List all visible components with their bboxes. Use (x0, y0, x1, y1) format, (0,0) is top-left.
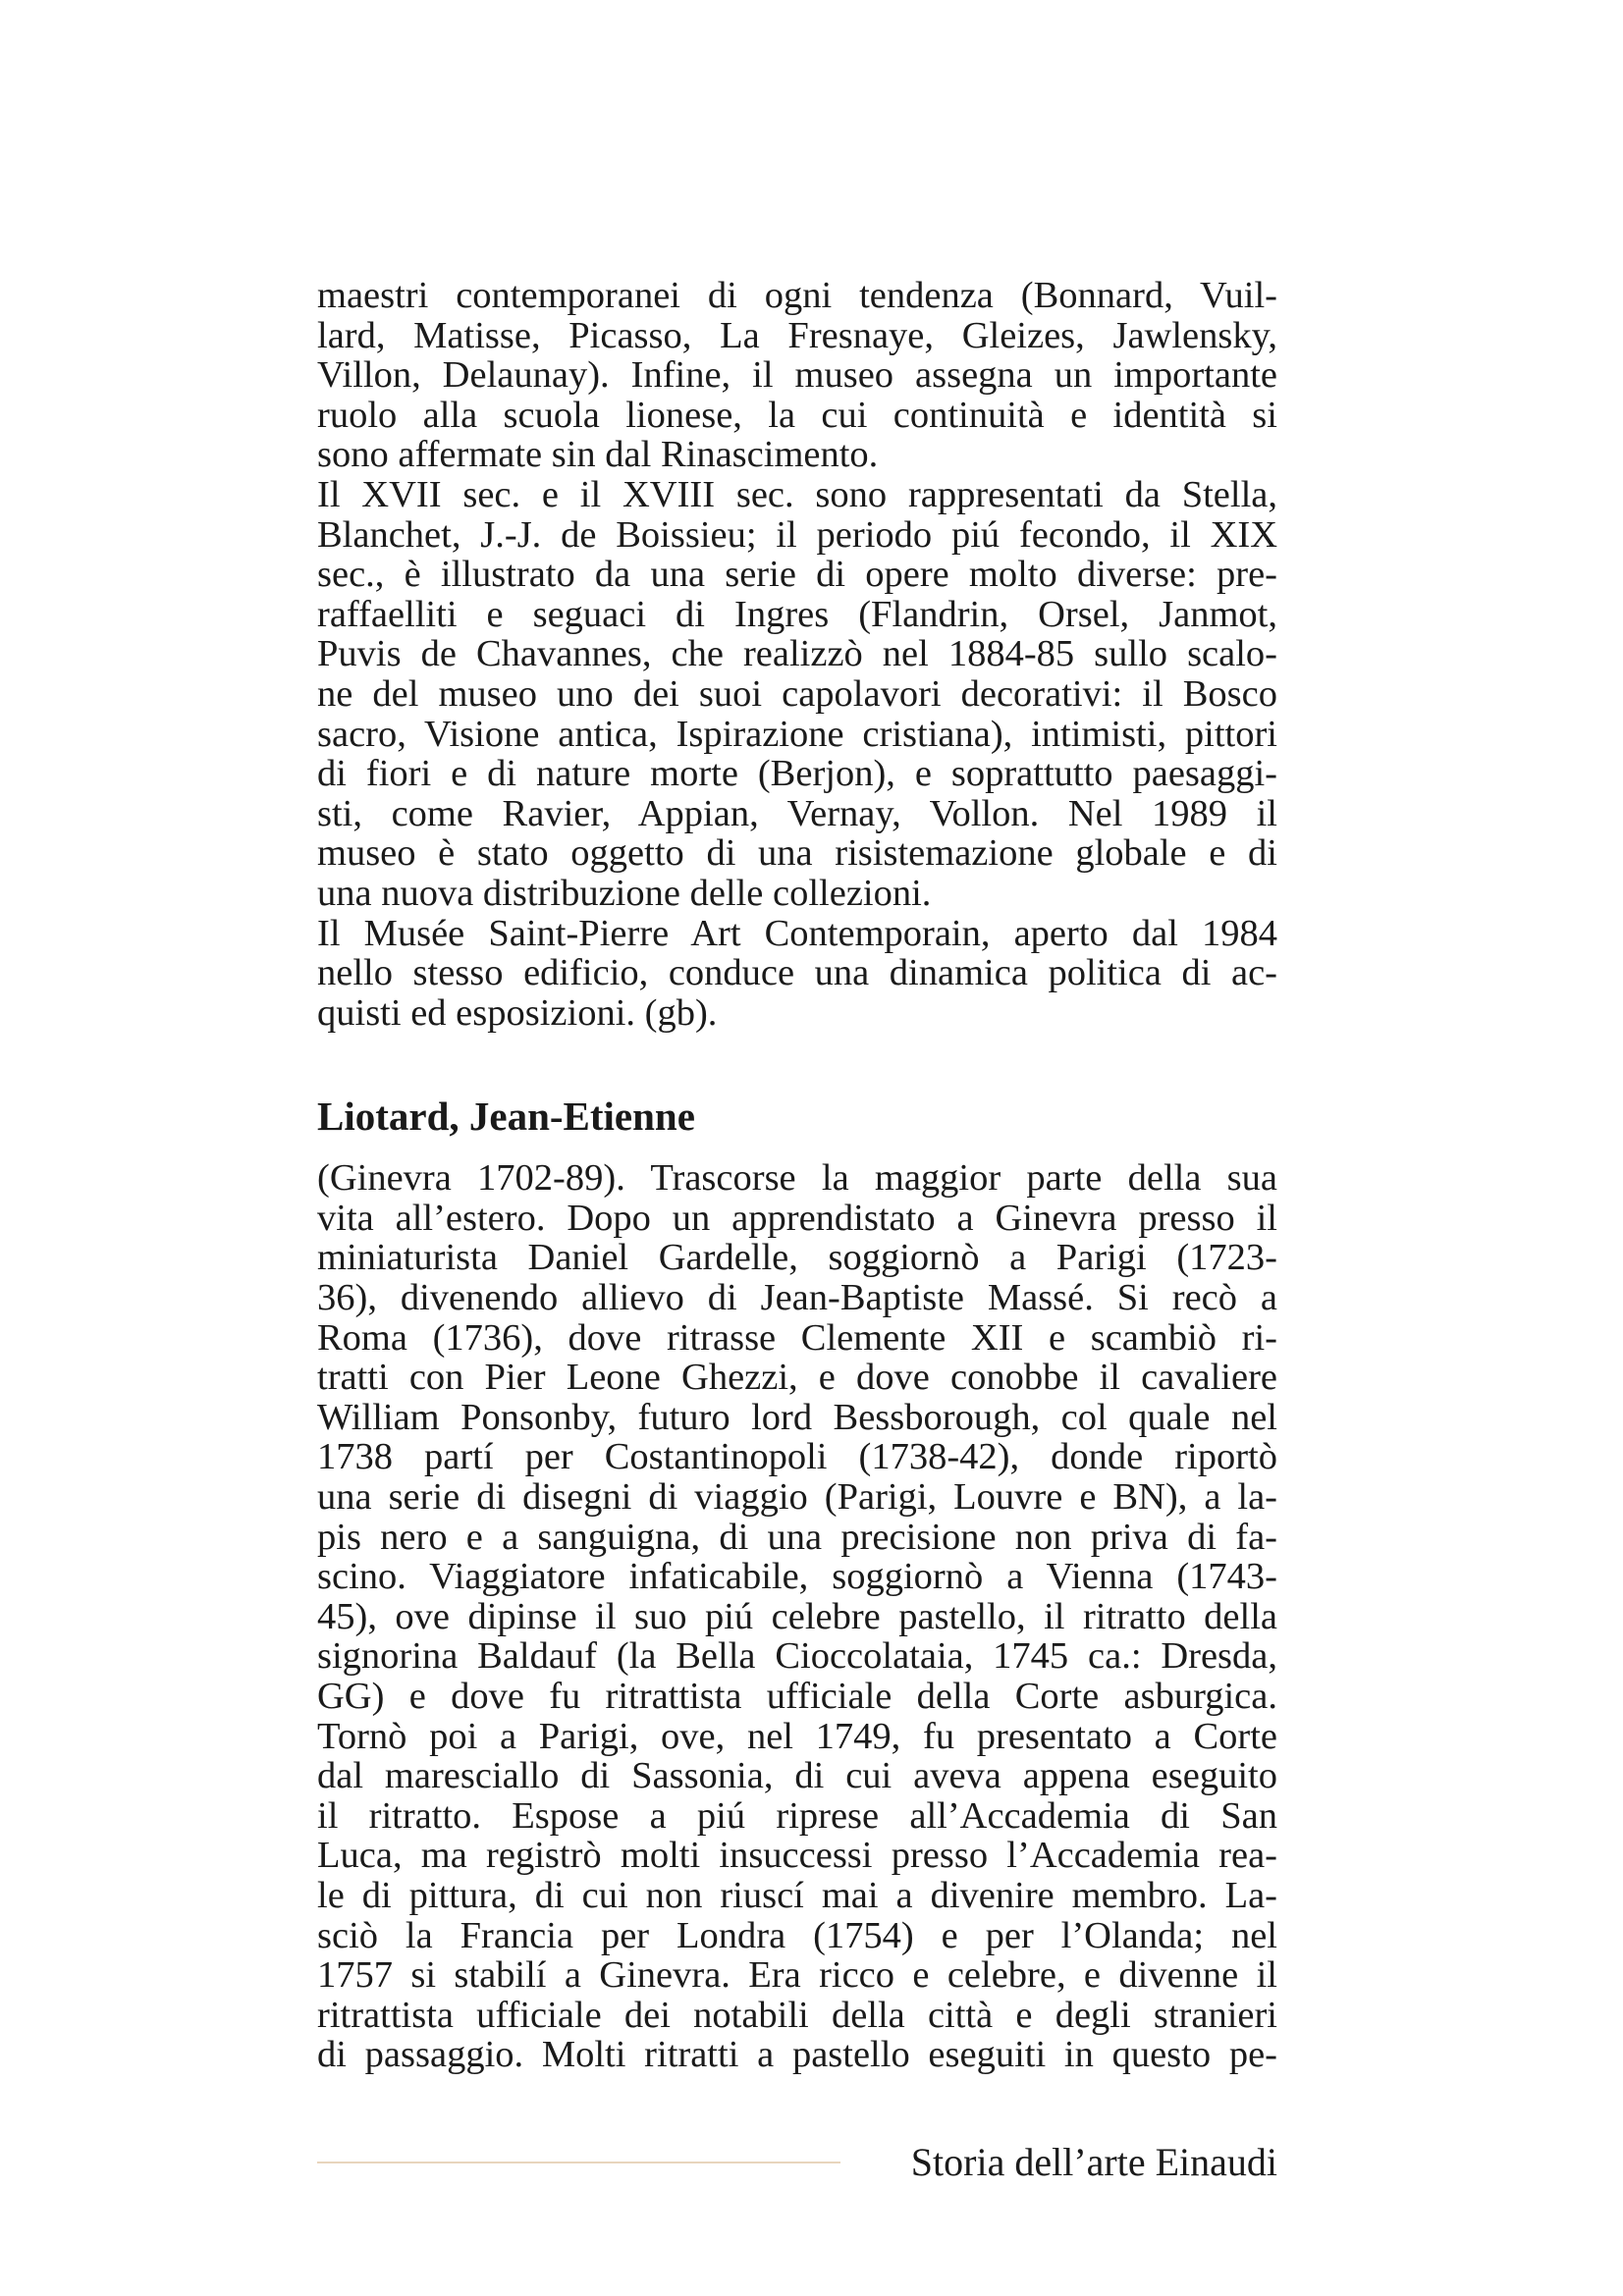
text-line: sono affermate sin dal Rinascimento. (317, 434, 879, 476)
text-line: 36), divenendo allievo di Jean-Baptiste Massé. Si recò a (317, 1277, 1277, 1319)
text-line: museo è stato oggetto di una risistemazione globale e di (317, 832, 1277, 875)
entry-heading: Liotard, Jean-Etienne (317, 1094, 695, 1140)
text-line: Luca, ma registrò molti insuccessi presso l’Accademia rea- (317, 1835, 1277, 1877)
text-line: di fiori e di nature morte (Berjon), e soprattutto paesaggi- (317, 753, 1277, 795)
text-line: sciò la Francia per Londra (1754) e per l’Olanda; nel (317, 1914, 1277, 1956)
text-line: una nuova distribuzione delle collezioni. (317, 872, 932, 914)
page-body (317, 276, 1277, 2075)
text-line: ritrattista ufficiale dei notabili della città e degli stranieri (317, 1994, 1277, 2036)
text-line: vita all’estero. Dopo un apprendistato a Ginevra presso il (317, 1197, 1277, 1239)
text-line: scino. Viaggiatore infaticabile, soggiornò a Vienna (1743- (317, 1556, 1277, 1598)
text-line: signorina Baldauf (la Bella Cioccolataia, 1745 ca.: Dresda, (317, 1635, 1277, 1678)
text-line: ruolo alla scuola lionese, la cui continuità e identità si (317, 394, 1277, 436)
text-line: dal maresciallo di Sassonia, di cui aveva appena eseguito (317, 1755, 1277, 1797)
text-line: Blanchet, J.-J. de Boissieu; il periodo piú fecondo, il XIX (317, 513, 1277, 556)
text-line: sacro, Visione antica, Ispirazione cristiana), intimisti, pittori (317, 713, 1277, 755)
text-line: di passaggio. Molti ritratti a pastello eseguiti in questo pe- (317, 2034, 1277, 2076)
text-line: quisti ed esposizioni. (gb). (317, 991, 718, 1034)
text-line: tratti con Pier Leone Ghezzi, e dove conobbe il cavaliere (317, 1357, 1277, 1399)
text-line: William Ponsonby, futuro lord Bessborough, col quale nel (317, 1396, 1277, 1438)
text-line: Tornò poi a Parigi, ove, nel 1749, fu presentato a Corte (317, 1715, 1277, 1757)
text-line: 1757 si stabilí a Ginevra. Era ricco e celebre, e divenne il (317, 1954, 1277, 1997)
text-line: una serie di disegni di viaggio (Parigi, Louvre e BN), a la- (317, 1476, 1277, 1519)
text-line: miniaturista Daniel Gardelle, soggiornò a Parigi (1723- (317, 1237, 1277, 1279)
text-line: le di pittura, di cui non riuscí mai a divenire membro. La- (317, 1874, 1277, 1916)
text-line: Villon, Delaunay). Infine, il museo assegna un importante (317, 354, 1277, 397)
text-line: GG) e dove fu ritrattista ufficiale della Corte asburgica. (317, 1676, 1277, 1717)
page-footer (317, 2138, 1277, 2187)
text-line: Puvis de Chavannes, che realizzò nel 1884-85 sullo scalo- (317, 633, 1277, 675)
text-line: Roma (1736), dove ritrasse Clemente XII e scambiò ri- (317, 1316, 1277, 1359)
text-line: (Ginevra 1702-89). Trascorse la maggior parte della sua (317, 1157, 1277, 1200)
text-line: ne del museo uno dei suoi capolavori decorativi: il Bosco (317, 672, 1277, 715)
text-line: lard, Matisse, Picasso, La Fresnaye, Gleizes, Jawlensky, (317, 314, 1277, 356)
entry-body (317, 1158, 1277, 2075)
paragraph-museum-centuries (317, 475, 1277, 914)
text-line: pis nero e a sanguigna, di una precisione non priva di fa- (317, 1516, 1277, 1558)
footer-title: Storia dell’arte Einaudi (910, 2140, 1277, 2184)
footer-rule (317, 2162, 840, 2163)
text-line: maestri contemporanei di ogni tendenza (Bonnard, Vuil- (317, 275, 1277, 316)
text-line: il ritratto. Espose a piú riprese all’Accademia di San (317, 1794, 1277, 1837)
paragraph-museum-modern (317, 276, 1277, 475)
text-line: raffaelliti e seguaci di Ingres (Flandrin, Orsel, Janmot, (317, 593, 1277, 635)
text-line: sti, come Ravier, Appian, Vernay, Vollon. Nel 1989 il (317, 792, 1277, 834)
text-line: Il XVII sec. e il XVIII sec. sono rappresentati da Stella, (317, 473, 1277, 515)
text-line: 1738 partí per Costantinopoli (1738-42), donde riportò (317, 1436, 1277, 1478)
text-line: 45), ove dipinse il suo piú celebre pastello, il ritratto della (317, 1595, 1277, 1637)
text-line: sec., è illustrato da una serie di opere molto diverse: pre- (317, 554, 1277, 596)
text-line: nello stesso edificio, conduce una dinamica politica di ac- (317, 952, 1277, 994)
text-line: Il Musée Saint-Pierre Art Contemporain, aperto dal 1984 (317, 912, 1277, 954)
paragraph-museum-contemporain (317, 914, 1277, 1034)
